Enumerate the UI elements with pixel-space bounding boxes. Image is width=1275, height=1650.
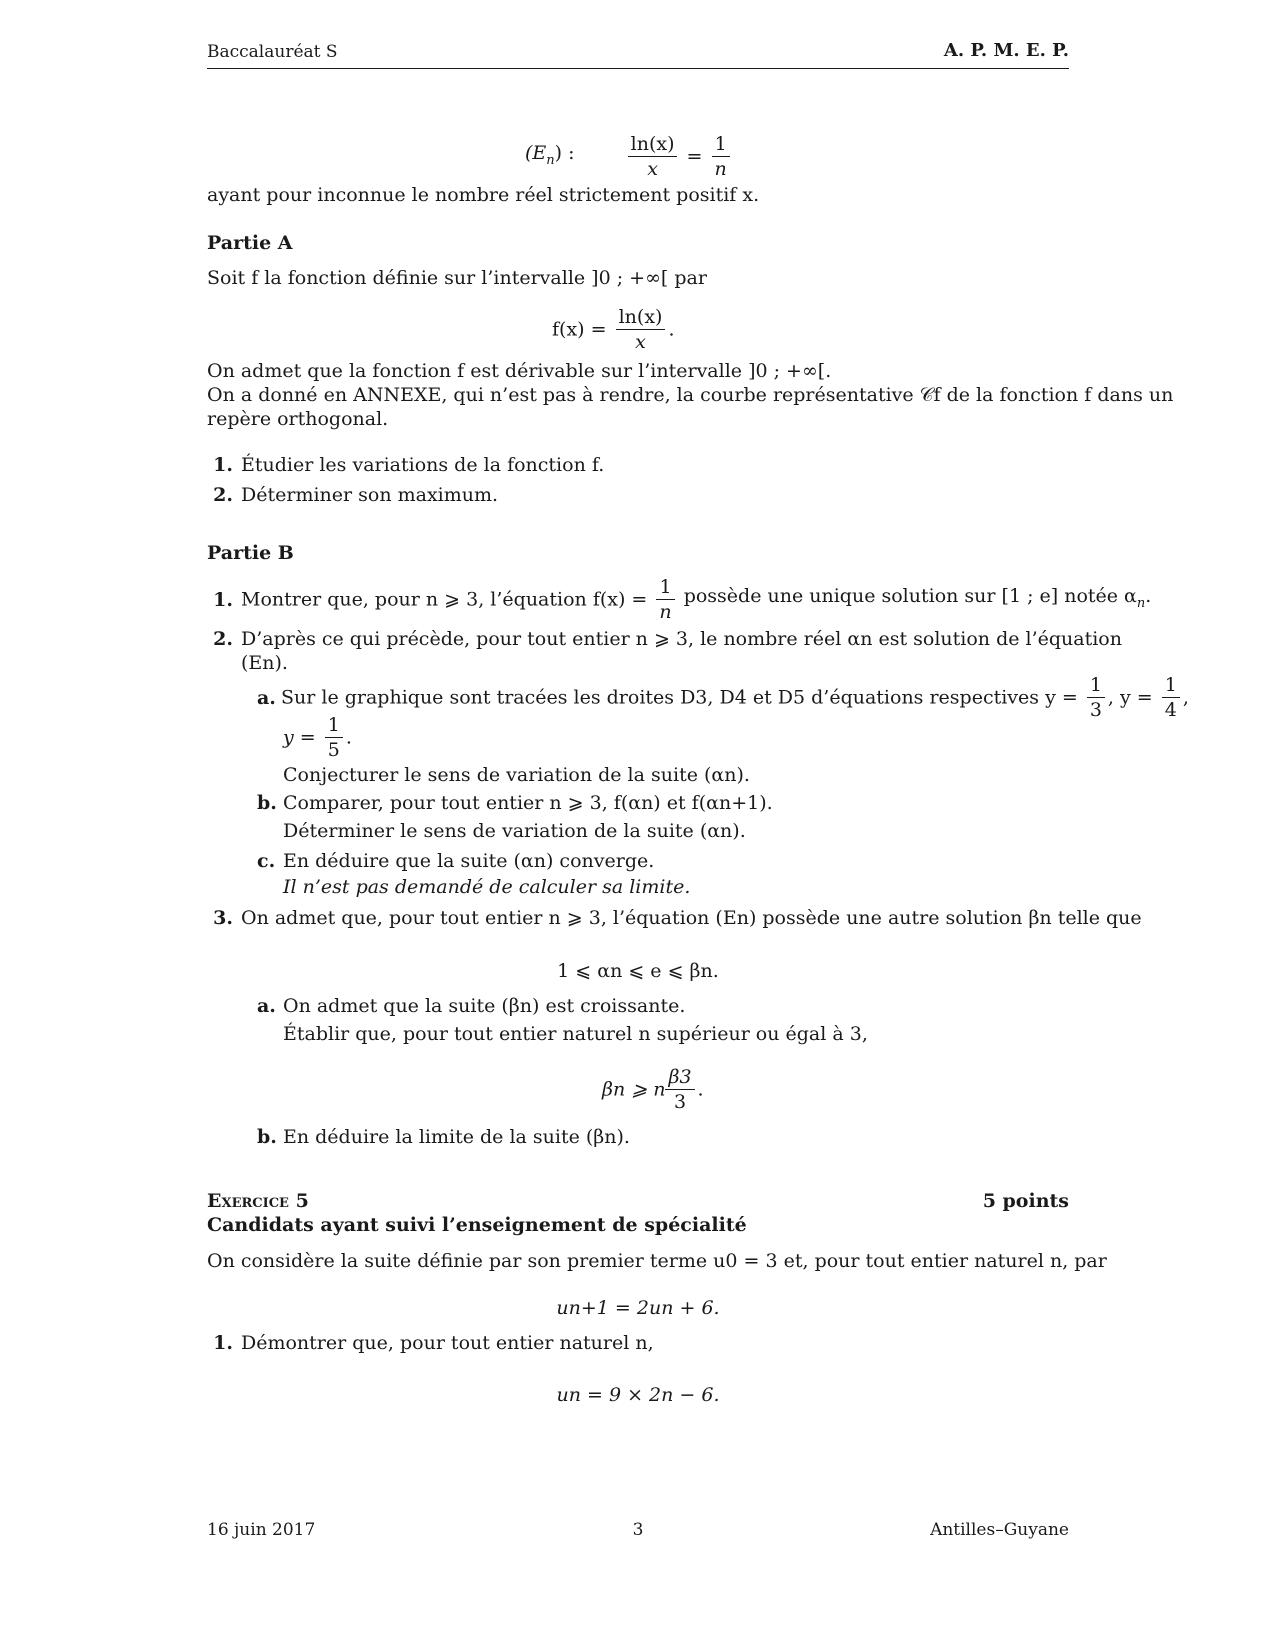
partB-q2a-f2d: 4 (1164, 699, 1177, 721)
partB-q2a-mid: , y = (1107, 686, 1153, 709)
partB-title: Partie B (207, 542, 294, 564)
eq-rden: n (714, 158, 727, 180)
partA-def: Soit f la fonction définie sur l’intervalle ]0 ; +∞[ par (207, 267, 707, 289)
partB-q3a-formula (602, 1065, 704, 1114)
partA-q1-num: 1. (213, 454, 233, 476)
partB-q2a-f2n: 1 (1162, 673, 1180, 698)
partA-q2 (207, 482, 498, 508)
eq-sub: n (546, 152, 555, 168)
partA-title: Partie A (207, 232, 293, 254)
partB-q2-l2: (En). (241, 652, 288, 674)
partA-q2-num: 2. (213, 484, 233, 506)
partB-q3a-lhs: βn ⩾ n (602, 1078, 666, 1101)
partB-q2a-f1n: 1 (1087, 673, 1105, 698)
fx-definition (552, 305, 675, 354)
footer-place: Antilles–Guyane (930, 1520, 1069, 1540)
eq-fraction-left (628, 132, 678, 181)
partB-q2a-f3n: 1 (325, 713, 343, 738)
partA-q2-text: Déterminer son maximum. (241, 484, 499, 506)
partB-q3a-dot: . (697, 1078, 704, 1101)
eq-label: (E (525, 141, 547, 164)
partB-q2c-num: c. (257, 850, 276, 872)
ex5-title: Exercice 5 (207, 1190, 309, 1212)
partB-q1-b: possède une unique solution sur [1 ; e] notée α (683, 584, 1137, 607)
fx-den: x (635, 331, 646, 353)
page-header (207, 40, 1069, 69)
partB-q1-end: . (1145, 584, 1152, 607)
ex5-recurrence (207, 1295, 1069, 1321)
partB-q3a-fnum: β3 (668, 1066, 692, 1088)
ex5-intro: On considère la suite définie par son premier terme u0 = 3 et, pour tout entier naturel n, par (207, 1250, 1107, 1272)
partB-q3a-fraction (665, 1065, 694, 1114)
partB-q3 (207, 905, 1142, 931)
partB-q1-sub: n (1136, 595, 1146, 611)
partB-q2a-l1: Sur le graphique sont tracées les droites D3, D4 et D5 d’équations respectives y = (281, 686, 1078, 709)
partB-q2a-f1d: 3 (1089, 699, 1102, 721)
partB-q2b-num: b. (257, 792, 277, 814)
ex5-rec-text: un+1 = 2un + 6. (556, 1297, 720, 1319)
partB-q1-fraction (656, 575, 674, 624)
header-right: A. P. M. E. P. (943, 40, 1069, 61)
partB-q2b-l1: Comparer, pour tout entier n ⩾ 3, f(αn) et f(αn+1). (283, 792, 773, 814)
eq-num: ln(x) (628, 132, 678, 157)
partB-q2a-frac3 (325, 713, 343, 762)
partB-q2a-f3d: 5 (327, 739, 340, 761)
partB-q3a (257, 993, 685, 1019)
partB-q2b-l2: Déterminer le sens de variation de la suite (αn). (283, 820, 746, 842)
ex5-points: 5 points (982, 1190, 1069, 1212)
partB-q2c-note: Il n’est pas demandé de calculer sa limite. (283, 876, 691, 898)
page (207, 0, 1189, 1650)
partB-q3-inequality: 1 ⩽ αn ⩽ e ⩽ βn. (557, 960, 719, 982)
partB-q3b (257, 1124, 630, 1150)
partA-q1-text: Étudier les variations de la fonction f. (241, 454, 605, 476)
eq-den: x (647, 158, 658, 180)
partB-q2a-num: a. (257, 686, 276, 709)
partB-q3a-fden: 3 (673, 1091, 687, 1113)
partB-q2c-l1: En déduire que la suite (αn) converge. (283, 850, 655, 872)
ex5-formula-text: un = 9 × 2n − 6. (556, 1384, 720, 1406)
partA-admit: On admet que la fonction f est dérivable sur l’intervalle ]0 ; +∞[. (207, 360, 832, 382)
ex5-q1-text: Démontrer que, pour tout entier naturel n, (241, 1332, 654, 1354)
eq-rnum: 1 (712, 132, 730, 157)
partB-q2c (257, 848, 654, 874)
partB-q3-text: On admet que, pour tout entier n ⩾ 3, l’équation (En) possède une autre solution βn telle que (241, 907, 1142, 929)
partB-q1-fden: n (659, 601, 672, 623)
partB-q2b (257, 790, 773, 816)
partA-q1 (207, 452, 604, 478)
fx-num: ln(x) (616, 305, 666, 330)
partB-q2a-l3: Conjecturer le sens de variation de la suite (αn). (283, 764, 750, 786)
partB-q3b-text: En déduire la limite de la suite (βn). (283, 1126, 630, 1148)
partB-q3-num: 3. (213, 907, 233, 929)
partA-annexe-1: On a donné en ANNEXE, qui n’est pas à rendre, la courbe représentative 𝒞f de la fonction f dans un (207, 384, 1174, 406)
partB-q3a-num: a. (257, 995, 276, 1017)
partB-q1-num: 1. (213, 588, 233, 611)
partB-q2-num: 2. (213, 628, 233, 650)
ex5-subtitle: Candidats ayant suivi l’enseignement de spécialité (207, 1214, 747, 1236)
fx-lhs: f(x) = (552, 318, 607, 341)
partB-q1-fnum: 1 (656, 575, 674, 600)
partB-q1 (207, 575, 1151, 624)
partB-q2c-l2 (283, 874, 690, 900)
ex5-formula (207, 1382, 1069, 1408)
eq-fraction-right (712, 132, 730, 181)
partB-q3b-num: b. (257, 1126, 277, 1148)
footer-page: 3 (632, 1520, 644, 1540)
intro-unknown: ayant pour inconnue le nombre réel strictement positif x. (207, 184, 760, 206)
footer-date: 16 juin 2017 (207, 1520, 316, 1540)
partB-q2a (257, 673, 1189, 722)
fx-dot: . (668, 318, 675, 341)
partB-q3a-l2: Établir que, pour tout entier naturel n supérieur ou égal à 3, (283, 1023, 868, 1045)
partB-q2a-l2 (283, 713, 352, 762)
partB-q1-a: Montrer que, pour n ⩾ 3, l’équation f(x) = (241, 588, 648, 611)
ex5-q1 (207, 1330, 654, 1356)
partB-q2a-comma: , (1182, 686, 1189, 709)
eq-equals: = (686, 145, 703, 168)
partB-q2a-dot: . (345, 726, 352, 749)
partB-q2 (207, 626, 1122, 652)
partB-q3a-l1: On admet que la suite (βn) est croissante. (283, 995, 686, 1017)
partB-q2-l1: D’après ce qui précède, pour tout entier n ⩾ 3, le nombre réel αn est solution de l’équation (241, 628, 1122, 650)
partB-q2a-y: y = (283, 726, 316, 749)
partA-annexe-2: repère orthogonal. (207, 408, 389, 430)
ex5-q1-num: 1. (213, 1332, 233, 1354)
partB-q2a-frac1 (1087, 673, 1105, 722)
fx-fraction (616, 305, 666, 354)
partB-q2a-frac2 (1162, 673, 1180, 722)
eq-colon: ) : (554, 141, 575, 164)
header-left: Baccalauréat S (207, 42, 338, 62)
equation-en (525, 132, 733, 181)
